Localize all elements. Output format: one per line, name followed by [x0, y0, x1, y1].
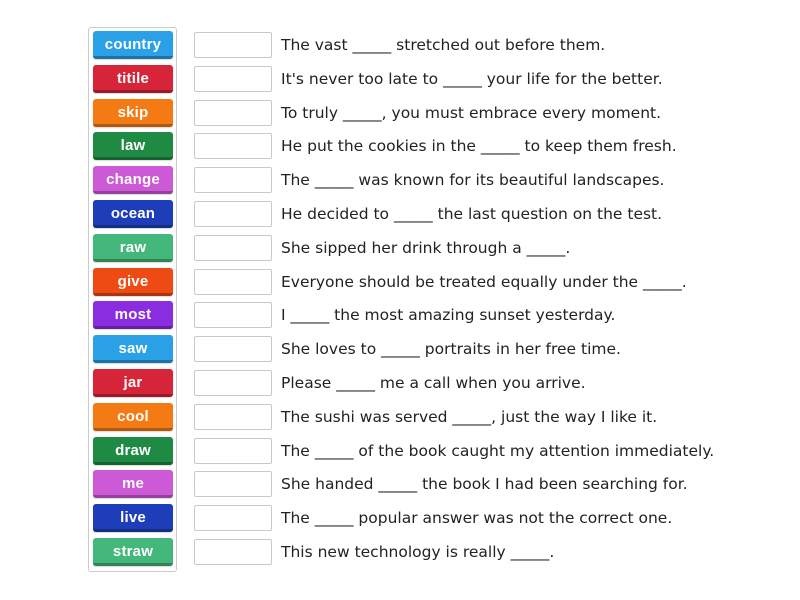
word-tile-1[interactable]: titile: [93, 65, 173, 93]
sentence-row: [194, 369, 774, 397]
word-tile-13[interactable]: me: [93, 470, 173, 498]
sentence-row: [194, 403, 774, 431]
sentence-row: [194, 268, 774, 296]
sentence-text: He decided to _____ the last question on the test.: [281, 205, 663, 223]
answer-drop-box[interactable]: [194, 438, 272, 464]
word-tile-14[interactable]: live: [93, 504, 173, 532]
word-tile-7[interactable]: give: [93, 268, 173, 296]
word-tile-4[interactable]: change: [93, 166, 173, 194]
word-tile-11[interactable]: cool: [93, 403, 173, 431]
sentence-text: She sipped her drink through a _____.: [281, 238, 571, 257]
word-tile-6[interactable]: raw: [93, 234, 173, 262]
answer-drop-box[interactable]: [194, 66, 272, 92]
answer-drop-box[interactable]: [194, 302, 272, 328]
answer-drop-box[interactable]: [194, 336, 272, 362]
word-tile-panel: [88, 27, 177, 572]
sentence-text: The vast _____ stretched out before them.: [281, 36, 606, 54]
word-tile-8[interactable]: most: [93, 301, 173, 329]
sentence-row: [194, 437, 774, 465]
word-tile-10[interactable]: jar: [93, 369, 173, 397]
answer-drop-box[interactable]: [194, 235, 272, 261]
answer-drop-box[interactable]: [194, 471, 272, 497]
word-tile-12[interactable]: draw: [93, 437, 173, 465]
word-tile-2[interactable]: skip: [93, 99, 173, 127]
sentence-row: [194, 132, 774, 160]
sentence-text: The _____ was known for its beautiful landscapes.: [281, 171, 665, 190]
sentence-row: [194, 31, 774, 59]
answer-drop-box[interactable]: [194, 539, 272, 565]
word-tile-3[interactable]: law: [93, 132, 173, 160]
answer-drop-box[interactable]: [194, 32, 272, 58]
sentence-row: [194, 99, 774, 127]
sentence-row: [194, 335, 774, 363]
sentence-row: [194, 301, 774, 329]
sentence-text: It's never too late to _____ your life for the better.: [281, 69, 663, 88]
sentence-text: He put the cookies in the _____ to keep them fresh.: [281, 137, 677, 156]
answer-drop-box[interactable]: [194, 100, 272, 126]
answer-drop-box[interactable]: [194, 201, 272, 227]
sentence-row: [194, 504, 774, 532]
sentence-text: She loves to _____ portraits in her free time.: [281, 340, 621, 359]
sentence-row: [194, 65, 774, 93]
sentence-row: [194, 234, 774, 262]
sentence-text: The _____ popular answer was not the correct one.: [281, 509, 673, 528]
sentence-text: Everyone should be treated equally under the _____.: [281, 272, 687, 291]
sentence-text: This new technology is really _____.: [281, 543, 555, 561]
answer-drop-box[interactable]: [194, 167, 272, 193]
word-tile-9[interactable]: saw: [93, 335, 173, 363]
answer-drop-box[interactable]: [194, 133, 272, 159]
sentence-row: [194, 470, 774, 498]
word-tile-0[interactable]: country: [93, 31, 173, 59]
sentence-text: Please _____ me a call when you arrive.: [281, 374, 586, 392]
sentence-row: [194, 538, 774, 566]
answer-drop-box[interactable]: [194, 269, 272, 295]
answer-drop-box[interactable]: [194, 404, 272, 430]
sentence-row: [194, 200, 774, 228]
sentence-row: [194, 166, 774, 194]
sentence-text: I _____ the most amazing sunset yesterday.: [281, 306, 616, 325]
word-tile-5[interactable]: ocean: [93, 200, 173, 228]
sentence-text: She handed _____ the book I had been searching for.: [281, 475, 688, 494]
sentence-text: The sushi was served _____, just the way I like it.: [281, 407, 658, 426]
sentence-text: To truly _____, you must embrace every moment.: [281, 103, 662, 122]
sentence-text: The _____ of the book caught my attention immediately.: [281, 441, 715, 460]
answer-drop-box[interactable]: [194, 370, 272, 396]
word-tile-15[interactable]: straw: [93, 538, 173, 566]
answer-drop-box[interactable]: [194, 505, 272, 531]
